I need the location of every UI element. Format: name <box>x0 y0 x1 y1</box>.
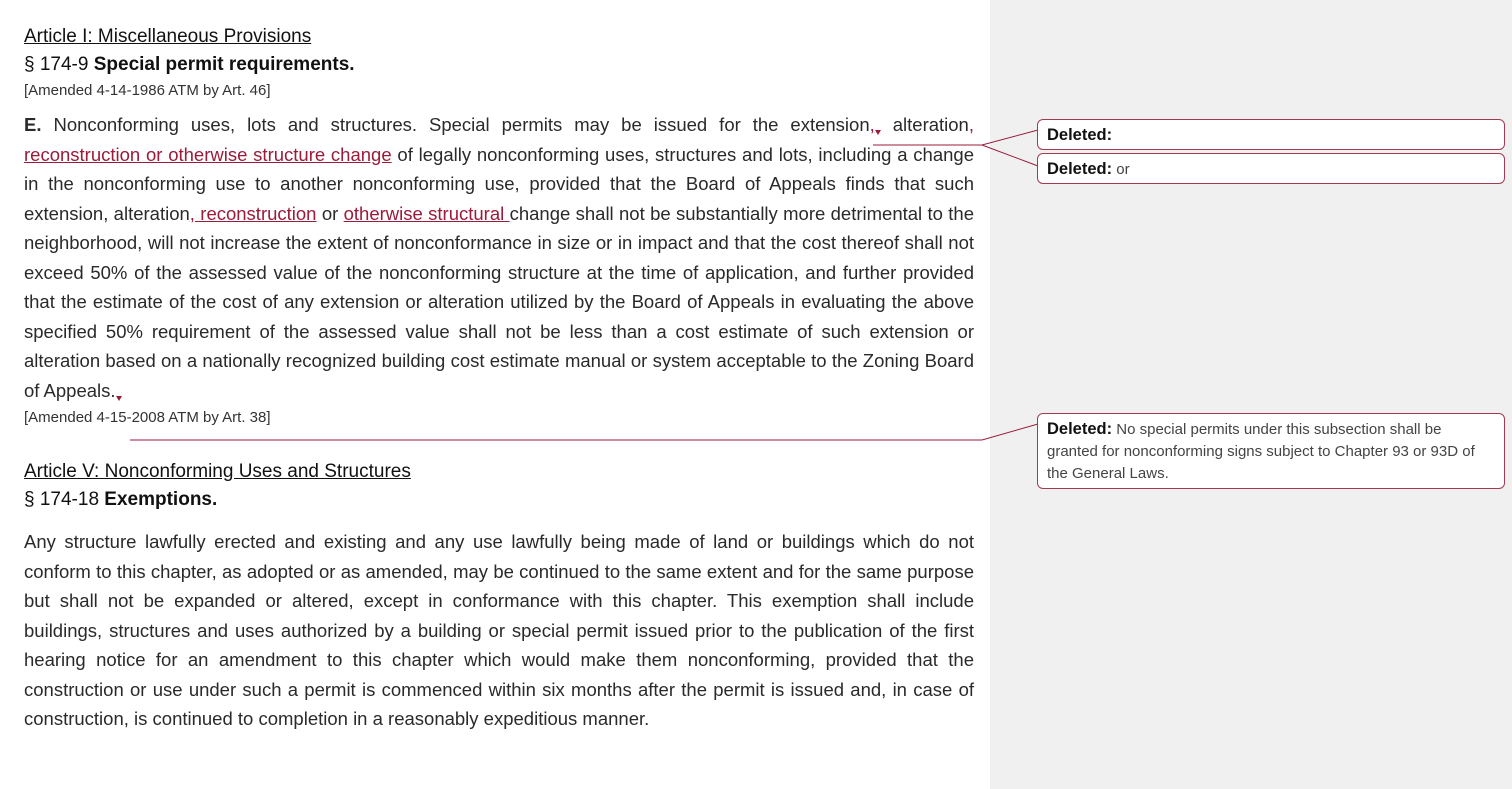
exemptions-paragraph[interactable]: Any structure lawfully erected and existing and any use lawfully being made of land or buildings which do not conform to this chapter, as adopted or as amended, may be continued to the same extent and for the same purpose but shall not be expanded or altered, except in conformance with this chapter. This exemption shall include buildings, structures and uses authorized by a building or special permit issued prior to the publication of the first hearing notice for an amendment to this chapter which would make them nonconforming, provided that the construction or use under such a permit is commenced within six months after the permit is issued and, in case of construction, is continued to completion in a reasonably expeditious manner. <box>24 531 974 729</box>
insertion[interactable]: reconstruction or otherwise structure change <box>24 143 392 165</box>
section-174-18-heading <box>24 485 974 515</box>
comment-balloon-deleted-2[interactable] <box>1037 153 1505 184</box>
text-run: change shall not be substantially more detrimental to the neighborhood, will not increase the extent of nonconformance in size or in impact and that the cost thereof shall not exceed 50% of the assessed value of the nonconforming structure at the time of application, and further provided that the estimate of the cost of any extension or alteration utilized by the Board of Appeals in evaluating the above specified 50% requirement of the assessed value shall not be less than a cost estimate of such extension or alteration based on a nationally recognized building cost estimate manual or system acceptable to the Zoning Board of Appeals. <box>24 202 974 401</box>
balloon-label: Deleted: <box>1047 160 1113 178</box>
text-run: alteration <box>880 114 969 135</box>
section-name: Exemptions. <box>104 489 218 510</box>
section-number: § 174-18 <box>24 489 100 510</box>
text-run: of legally nonconforming uses, structures and lots, including a change in the nonconforming use to another nonconforming use, provided that the Board of Appeals finds that such extension, alteration <box>24 143 974 224</box>
balloon-text: or <box>1112 161 1130 178</box>
text-run: or <box>316 202 344 224</box>
amend-note-bottom: [Amended 4-15-2008 ATM by Art. 38] <box>24 409 271 426</box>
deletion-marker-icon[interactable] <box>116 396 122 401</box>
comment-balloon-deleted-1[interactable] <box>1037 119 1505 150</box>
section-name: Special permit requirements. <box>93 54 355 75</box>
text-run: Nonconforming uses, lots and structures. Special permits may be issued for the extension <box>41 114 870 135</box>
comment-balloon-deleted-3[interactable] <box>1037 413 1505 489</box>
para-label: E. <box>24 114 42 135</box>
paragraph-e[interactable] <box>24 110 974 405</box>
insertion[interactable]: , reconstruction <box>189 202 317 224</box>
insertion[interactable]: otherwise structural <box>343 202 510 224</box>
article-5-title: Article V: Nonconforming Uses and Structures <box>24 461 411 482</box>
section-number: § 174-9 <box>24 54 89 75</box>
balloon-label: Deleted: <box>1047 126 1113 144</box>
section-174-9-heading <box>24 50 974 80</box>
balloon-label: Deleted: <box>1047 420 1113 438</box>
document-content[interactable] <box>24 24 974 734</box>
insertion[interactable]: , <box>968 114 974 135</box>
balloon-text: No special permits under this subsection shall be granted for nonconforming signs subject to Chapter 93 or 93D of the General Laws. <box>1047 421 1475 482</box>
insertion[interactable]: , <box>869 114 875 135</box>
article-1-title: Article I: Miscellaneous Provisions <box>24 26 312 47</box>
amend-note-top: [Amended 4-14-1986 ATM by Art. 46] <box>24 82 271 99</box>
